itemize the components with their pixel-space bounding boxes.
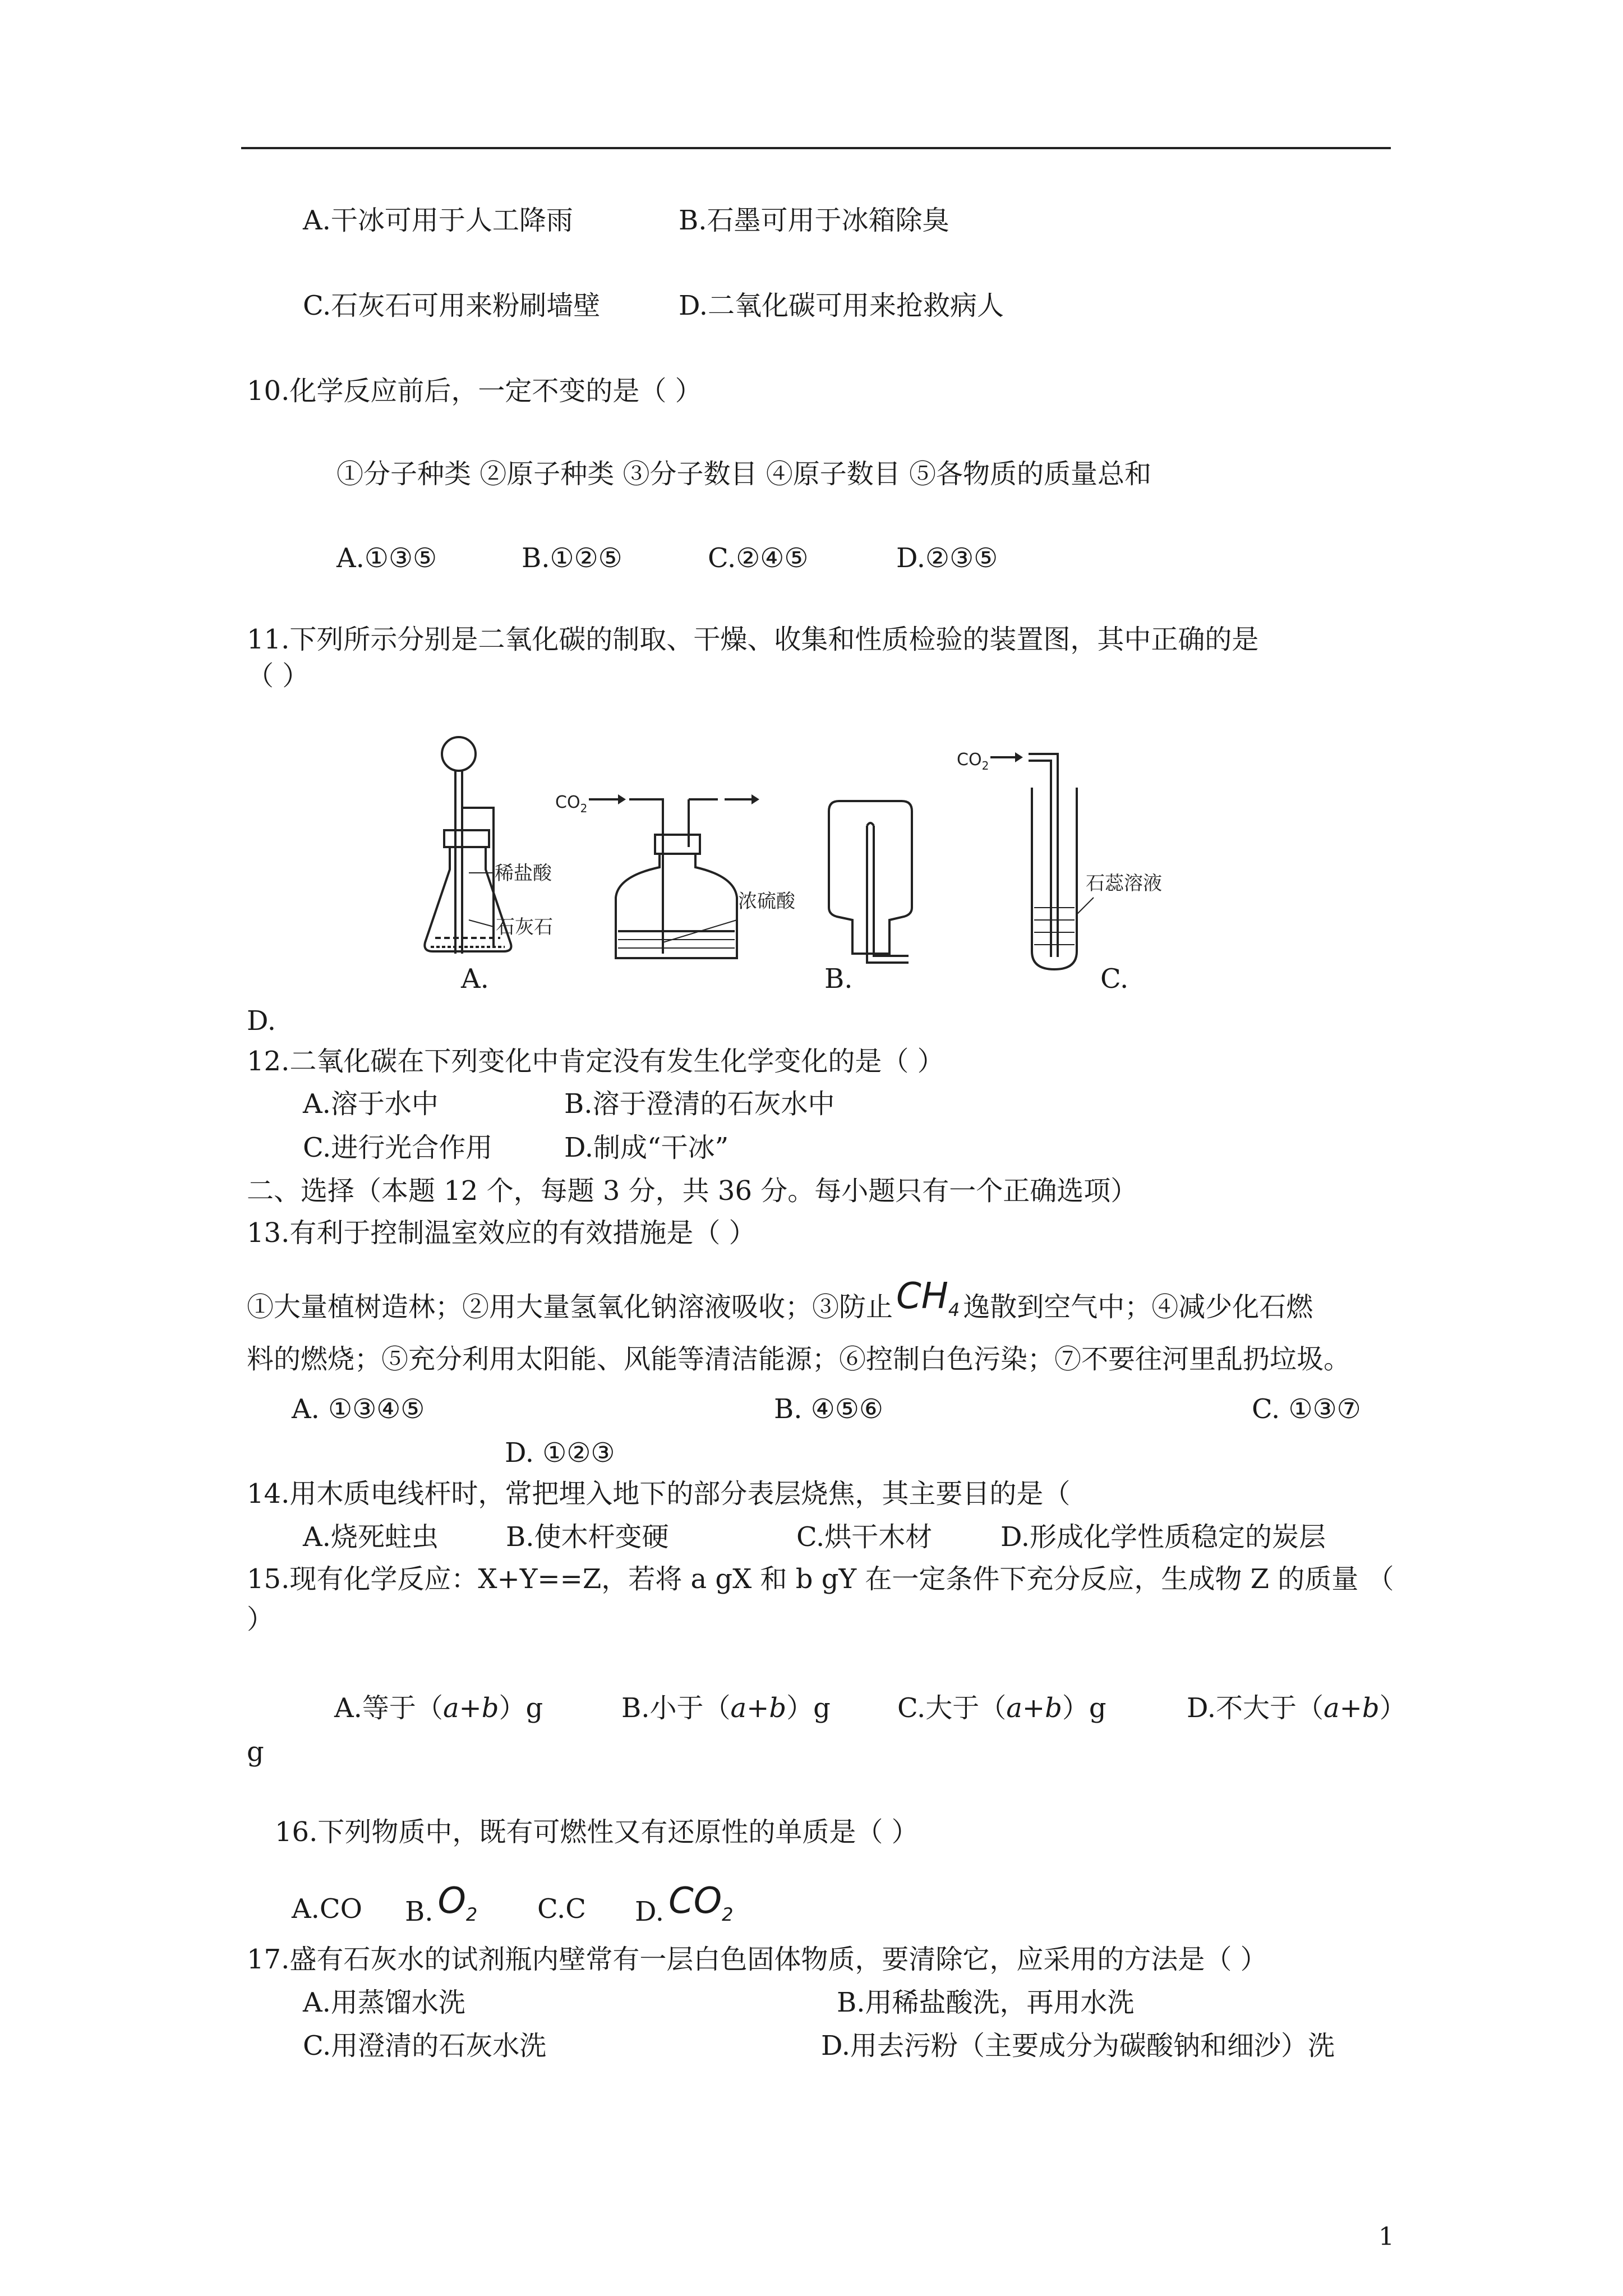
q10-option-b: B.①②⑤: [522, 542, 623, 574]
label-litmus-solution: 石蕊溶液: [1086, 872, 1162, 895]
q16-stem: 16.下列物质中，既有可燃性又有还原性的单质是（ ）: [275, 1816, 919, 1848]
q13-option-d: D. ①②③: [505, 1437, 615, 1469]
q9-option-a: A.干冰可用于人工降雨: [303, 205, 573, 236]
label-co2-inlet-1: $CO_2$: [555, 793, 588, 815]
q9-option-c: C.石灰石可用来粉刷墙壁: [303, 290, 601, 321]
q10-option-c: C.②④⑤: [708, 542, 809, 574]
q16-option-d: D. CO2: [635, 1892, 733, 1939]
q12-option-c: C.进行光合作用: [303, 1132, 493, 1163]
page-number: 1: [1378, 2223, 1394, 2251]
q10-option-d: D.②③⑤: [896, 542, 998, 574]
q13-option-b: B. ④⑤⑥: [774, 1393, 883, 1425]
label-conc-h2so4: 浓硫酸: [738, 890, 795, 913]
wash-bottle: [616, 799, 737, 958]
q11-stem-paren: （ ）: [247, 660, 310, 692]
label-dilute-hcl: 稀盐酸: [495, 862, 552, 885]
label-limestone: 石灰石: [496, 916, 553, 938]
q10-items: ①分子种类 ②原子种类 ③分子数目 ④原子数目 ⑤各物质的质量总和: [336, 458, 1152, 490]
q13-option-a: A. ①③④⑤: [292, 1393, 425, 1425]
q15-option-c: C.大于（a+b）g: [897, 1692, 1106, 1724]
q13-stem: 13.有利于控制温室效应的有效措施是（ ）: [247, 1217, 756, 1249]
q11-option-d: D.: [247, 1005, 276, 1037]
q12-option-b: B.溶于澄清的石灰水中: [564, 1088, 835, 1120]
ch4-formula: CH4: [896, 1276, 960, 1320]
q11-option-b: B.: [824, 963, 853, 995]
q12-option-d: D.制成“干冰”: [564, 1132, 729, 1163]
co2-formula: CO2: [668, 1880, 734, 1925]
q12-stem: 12.二氧化碳在下列变化中肯定没有发生化学变化的是（ ）: [247, 1046, 944, 1077]
o2-formula: O2: [437, 1880, 478, 1925]
gas-collection-bottle: [829, 801, 912, 963]
q11-option-a: A.: [461, 963, 489, 995]
q15-option-d-unit: g: [247, 1736, 264, 1768]
q10-option-a: A.①③⑤: [336, 542, 437, 574]
q15-stem-end: ）: [247, 1604, 274, 1635]
q14-option-c: C.烘干木材: [796, 1521, 933, 1553]
q17-option-a: A.用蒸馏水洗: [303, 1987, 465, 2018]
q11-stem: 11.下列所示分别是二氧化碳的制取、干燥、收集和性质检验的装置图，其中正确的是: [247, 624, 1259, 655]
q16-option-b: B. O2: [405, 1892, 477, 1939]
q14-option-b: B.使木杆变硬: [506, 1521, 669, 1553]
label-co2-inlet-2: $CO_2$: [957, 750, 989, 772]
q17-option-d: D.用去污粉（主要成分为碳酸钠和细沙）洗: [821, 2030, 1335, 2062]
q17-option-b: B.用稀盐酸洗，再用水洗: [837, 1987, 1135, 2018]
q15-stem: 15.现有化学反应：X+Y==Z，若将 a gX 和 b gY 在一定条件下充分反应，生成物 Z 的质量 （: [247, 1563, 1394, 1595]
q14-stem: 14.用木质电线杆时，常把埋入地下的部分表层烧焦，其主要目的是（: [247, 1478, 1071, 1510]
q13-measures-line-2: 料的燃烧；⑤充分利用太阳能、风能等清洁能源；⑥控制白色污染；⑦不要往河里乱扔垃圾。: [247, 1343, 1351, 1375]
q17-option-c: C.用澄清的石灰水洗: [303, 2030, 547, 2062]
q10-stem: 10.化学反应前后，一定不变的是（ ）: [247, 375, 702, 407]
header-rule: [241, 147, 1391, 149]
q11-option-c: C.: [1100, 963, 1129, 995]
q9-option-b: B.石墨可用于冰箱除臭: [679, 205, 949, 236]
q15-option-b: B.小于（a+b）g: [621, 1692, 831, 1724]
q14-option-a: A.烧死蛀虫: [303, 1521, 439, 1553]
q16-option-c: C.C: [537, 1893, 586, 1925]
q13-measures-line-1: ①大量植树造林；②用大量氢氧化钠溶液吸收；③防止CH4 逸散到空气中；④减少化石燃: [247, 1287, 1313, 1335]
q16-option-a: A.CO: [292, 1893, 362, 1925]
q13-option-c: C. ①③⑦: [1252, 1393, 1361, 1425]
q15-option-d: D.不大于（a+b）: [1187, 1692, 1407, 1724]
section-2-heading: 二、选择（本题 12 个，每题 3 分，共 36 分。每小题只有一个正确选项）: [247, 1175, 1138, 1207]
test-tube: [1029, 754, 1077, 969]
q11-apparatus-figure: [415, 729, 1178, 976]
q17-stem: 17.盛有石灰水的试剂瓶内壁常有一层白色固体物质，要清除它，应采用的方法是（ ）: [247, 1944, 1267, 1975]
q14-option-d: D.形成化学性质稳定的炭层: [1000, 1521, 1326, 1553]
q12-option-a: A.溶于水中: [303, 1088, 439, 1120]
q15-option-a: A.等于（a+b）g: [334, 1692, 543, 1724]
q9-option-d: D.二氧化碳可用来抢救病人: [679, 290, 1004, 321]
